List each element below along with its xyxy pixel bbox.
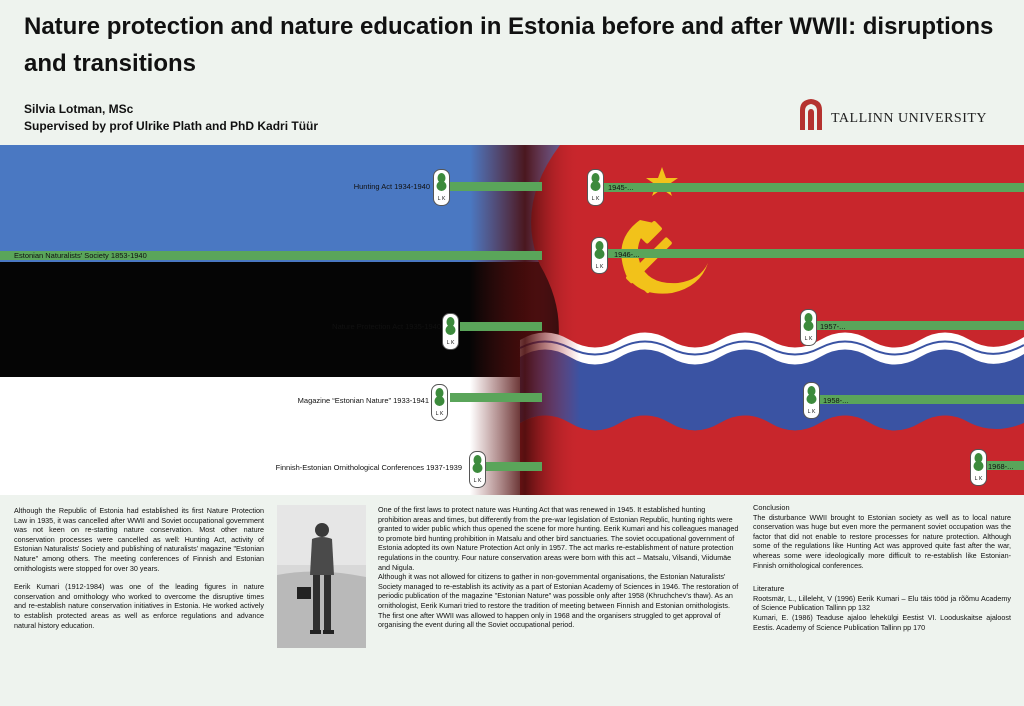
hunting-act-paragraph: One of the first laws to protect nature was Hunting Act that was renewed in 1945. It established hunting prohibition areas and times, but differently from the pre-war legislation of Estonian Republic, hunting rights were granted to wider public which thus opened the scene for more hunting. Eerik Kumari and his colleagues managed to promote bird hunting prohibition in Matsalu and other bird sanctuaries. The soviet occupational government of Estonia adopted its own Nature Protection Act only in 1957. The act marks re-establishment of nature protection regulations in the country. Four nature conservation areas were born with this act – Matsalu, Vilsandi, Viidumäe and Nigula. (378, 505, 739, 572)
svg-text:L K: L K (804, 336, 813, 342)
svg-text:L K: L K (437, 196, 446, 202)
conclusion-text: The disturbance WWII brought to Estonian society as well as to local nature conservation was huge but even more the permanent soviet occupation was the factor that did not enable to restore processes for nature protection. Although some of the regulations like Hunting Act was approved quite fast after the war, whereas some were ideologically more difficult to re-establish like Estonian-Finnish ornithological conferences. (753, 512, 1011, 570)
magazine-bar-before (450, 393, 542, 402)
svg-text:L K: L K (591, 196, 600, 202)
svg-text:L K: L K (473, 478, 482, 484)
lk-oak-logo-icon (803, 382, 820, 419)
supervisors: Supervised by prof Ulrike Plath and PhD Kadri Tüür (24, 119, 319, 133)
magazine-after-label: 1958-... (823, 396, 849, 405)
timeline-banner (0, 145, 1024, 495)
svg-text:L K: L K (974, 476, 983, 482)
literature-item: Rootsmär, L., Lilleleht, V (1996) Eerik Kumari – Elu täis tööd ja rõõmu Academy of Science Publication Tallinn pp 132 (753, 593, 1011, 613)
ornithological-conferences-label: Finnish-Estonian Ornithological Conferences 1937-1939 (275, 463, 462, 472)
intro-paragraph: Although the Republic of Estonia had established its first Nature Protection Law in 1935, it was cancelled after WWII and Soviet occupational government was not keen on re-starting nature conservation. Most other nature conservation processes were cancelled as well: Hunting Act, activity of Estonian Naturalists' Society and publishing of naturalists' magazine "Estonian Nature" among others. The meeting conferences of Finnish and Estonian ornithologists were stopped for over 30 years. (14, 506, 264, 573)
svg-text:L K: L K (595, 264, 604, 270)
lk-oak-logo-icon (469, 451, 486, 488)
lk-oak-logo-icon (587, 169, 604, 206)
svg-text:L K: L K (446, 340, 455, 346)
lk-oak-logo-icon (442, 313, 459, 350)
literature-item: Kumari, E. (1986) Teaduse ajaloo lehekülgi Eestist VI. Looduskaitse ajaloost Eestis. Academy of Science Publication Tallinn pp 170 (753, 612, 1011, 632)
hunting-act-bar-after (598, 183, 1024, 192)
naturalists-society-label: Estonian Naturalists' Society 1853-1940 (14, 251, 147, 260)
magazine-label: Magazine “Estonian Nature” 1933-1941 (297, 396, 429, 405)
literature-heading: Literature (753, 584, 785, 594)
lk-oak-logo-icon (970, 449, 987, 486)
ornithological-conferences-bar-before (485, 462, 542, 471)
naturalists-paragraph: Although it was not allowed for citizens to gather in non-governmental organisations, the Estonian Naturalists' Society managed to re-establish its activity as a part of Estonian Academy of Sciences in 1946. The restoration of periodic publication of the magazine "Estonian Nature" was possible only after 1958 (Khruchchev's thaw). As an ornithologist, Eerik Kumari tried to restore the tradition of meeting between Finnish and Estonian ornithologists. The first one after WWII was allowed to happen only in 1968 and the organisers struggled to get approval of organising the event during all the Soviet occupational period. (378, 572, 739, 630)
lk-oak-logo-icon (591, 237, 608, 274)
svg-text:L K: L K (435, 411, 444, 417)
ornithological-conferences-after-label: 1968-... (988, 462, 1014, 471)
tallinn-university-logo-icon (797, 96, 825, 132)
naturalists-society-bar-after (605, 249, 1024, 258)
hunting-act-label: Hunting Act 1934-1940 (353, 182, 430, 191)
text-section (0, 495, 1024, 706)
lk-oak-logo-icon (431, 384, 448, 421)
poster-title: Nature protection and nature education in Estonia before and after WWII: disruptions and transitions (24, 13, 994, 77)
university-name: TALLINN UNIVERSITY (831, 111, 988, 126)
nature-protection-act-label: Nature Protection Act 1935-1940 (332, 322, 441, 331)
university-logo (797, 96, 997, 132)
conclusion-heading: Conclusion (753, 503, 790, 512)
hunting-act-after-label: 1945-... (608, 183, 634, 192)
eerik-kumari-photo (277, 505, 366, 648)
hunting-act-bar-before (450, 182, 542, 191)
flag-background (0, 145, 1024, 495)
poster-header (0, 0, 1024, 145)
lk-oak-logo-icon (433, 169, 450, 206)
kumari-paragraph: Eerik Kumari (1912-1984) was one of the leading figures in nature conservation and ornithology who worked to overcome the disruptive times and re-establish nature conservation initiatives in Estonia. He worked actively to establish protected areas as well as enforce regulations and advance natural history education. (14, 582, 264, 630)
lk-oak-logo-icon (800, 309, 817, 346)
conclusion-column (753, 503, 1011, 641)
nature-protection-act-after-label: 1957-... (820, 322, 846, 331)
history-column (378, 505, 740, 639)
svg-text:L K: L K (807, 409, 816, 415)
intro-column (14, 506, 264, 639)
nature-protection-act-bar-before (460, 322, 542, 331)
naturalists-society-after-label: 1946-... (614, 250, 640, 259)
author-name: Silvia Lotman, MSc (24, 102, 134, 116)
authors-block (24, 101, 318, 135)
